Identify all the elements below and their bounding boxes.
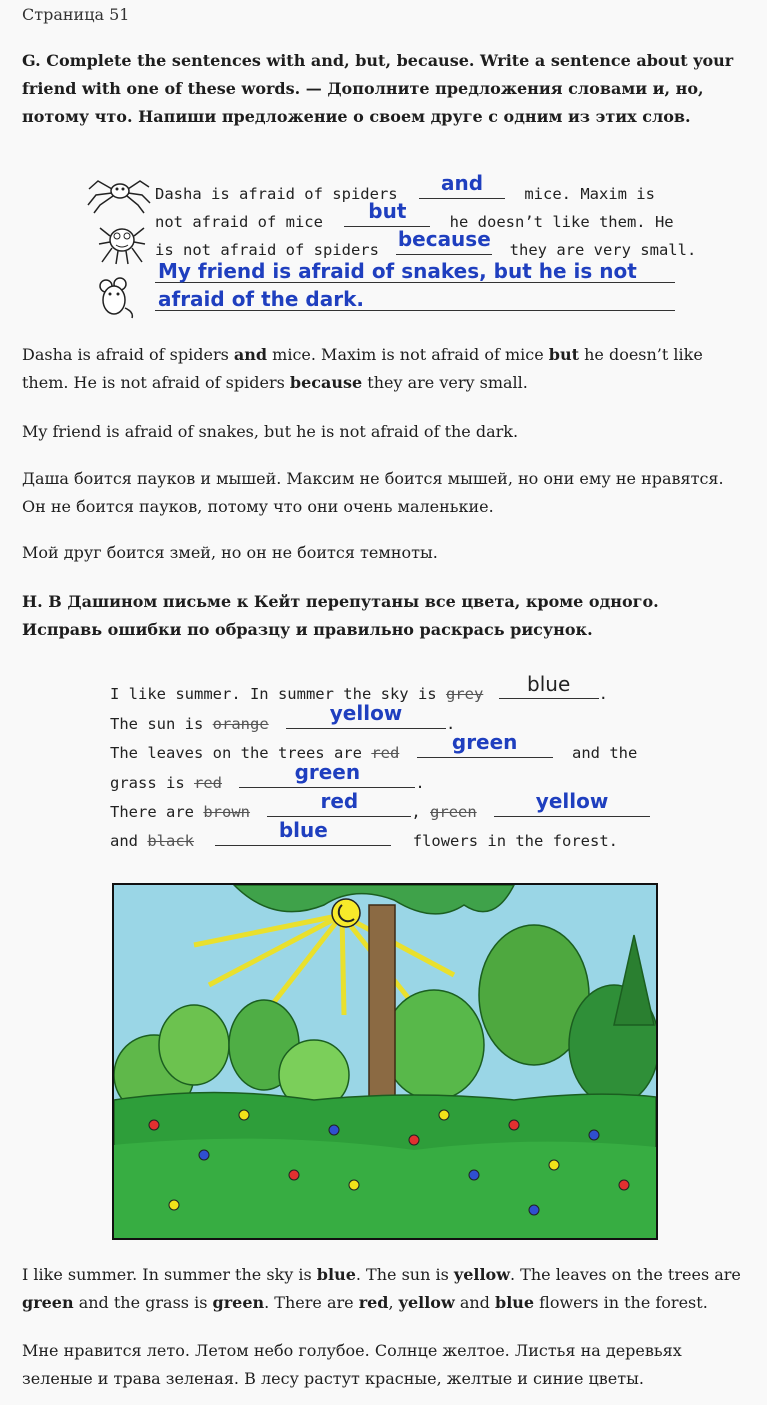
answer-red: red [320, 789, 359, 813]
exercise-g-image [0, 170, 767, 320]
exercise-h-line3: The leaves on the trees are [110, 744, 362, 762]
answer-blue-example: blue [527, 672, 571, 696]
mouse-icon [92, 274, 138, 320]
exercise-h-line1: I like summer. In summer the sky is [110, 685, 437, 703]
section-h-instructions: H. В Дашином письме к Кейт перепутаны все цвета, кроме одного. Исправь ошибки по образцу и правильно раскрась рисунок. [22, 592, 659, 639]
exercise-g-line3-start: is not afraid of spiders [155, 241, 379, 259]
wrong-colour-orange: orange [212, 715, 269, 733]
blank-2 [344, 199, 430, 227]
exercise-h-line5: There are [110, 803, 194, 821]
friend-sentence-line1: My friend is afraid of snakes, but he is not [158, 259, 637, 283]
exercise-h-line4: grass is [110, 774, 185, 792]
blank-flowers-3 [215, 818, 391, 846]
wrong-colour-red-grass: red [194, 774, 222, 792]
answer-but: but [368, 199, 407, 223]
answer-h-english: I like summer. In summer the sky is blue. The sun is yellow. The leaves on the trees are green and the grass is green. There are red, yellow and blue flowers in the forest. [22, 1265, 741, 1312]
answer-g-friend-english: My friend is afraid of snakes, but he is not afraid of the dark. [22, 422, 519, 441]
exercise-h-line2: The sun is [110, 715, 204, 733]
wrong-colour-green: green [430, 803, 477, 821]
answer-green-grass: green [294, 760, 361, 784]
exercise-g-line3-end: they are very small. [509, 241, 697, 259]
answer-and: and [440, 171, 484, 195]
translation-g-russian: Даша боится пауков и мышей. Максим не боится мышей, но они ему не нравятся. Он не боится пауков, потому что они очень маленькие. [22, 469, 724, 516]
answer-green-leaves: green [451, 730, 518, 754]
coloured-forest-picture [112, 883, 658, 1240]
blank-grass [239, 760, 415, 788]
blank-sky [499, 672, 599, 699]
answer-blue: blue [278, 818, 328, 842]
wrong-colour-grey: grey [445, 685, 484, 703]
exercise-h-line6: and [110, 832, 138, 850]
exercise-g-line2-start: not afraid of mice [155, 213, 323, 231]
answer-because: because [397, 227, 491, 251]
blank-leaves [417, 730, 553, 758]
translation-h-russian: Мне нравится лето. Летом небо голубое. Солнце желтое. Листья на деревьях зеленые и трава зеленая. В лесу растут красные, желтые и синие цветы. [22, 1341, 682, 1388]
answer-yellow-flowers: yellow [535, 789, 609, 813]
forest-illustration [114, 885, 656, 1238]
answer-g-english: Dasha is afraid of spiders and mice. Maxim is not afraid of mice but he doesn’t like them. He is not afraid of spiders because they are very small. [22, 345, 703, 392]
exercise-g-line2-end: he doesn’t like them. He [449, 213, 674, 231]
wrong-colour-brown: brown [203, 803, 251, 821]
exercise-g-line1-start: Dasha is afraid of spiders [155, 185, 398, 203]
exercise-h-letter: I like summer. In summer the sky is grey blue . The sun is orange yellow . The leaves on the trees are red green and the grass is red green . There are brown red , green yellow and black blue flowers in the forest. [110, 676, 670, 856]
section-g-instructions: G. Complete the sentences with and, but, because. Write a sentence about your friend with one of these words. — Дополните предложения словами и, но, потому что. Напиши предложение о своем друге с одним из этих слов. [22, 51, 734, 126]
blank-3 [396, 227, 492, 255]
blank-flowers-2 [494, 789, 650, 817]
wrong-colour-black: black [147, 832, 195, 850]
exercise-g-line1-end: mice. Maxim is [524, 185, 655, 203]
page-label: Страница 51 [22, 5, 130, 24]
answer-yellow: yellow [329, 701, 403, 725]
translation-g-friend-russian: Мой друг боится змей, но он не боится темноты. [22, 543, 438, 562]
blank-sun [286, 701, 446, 729]
spider-icon [86, 175, 152, 215]
blank-flowers-1 [267, 789, 411, 817]
wrong-colour-red-leaves: red [371, 744, 400, 762]
spider-face-icon [96, 218, 148, 266]
friend-sentence-line2: afraid of the dark. [158, 287, 364, 311]
blank-1 [419, 171, 505, 199]
